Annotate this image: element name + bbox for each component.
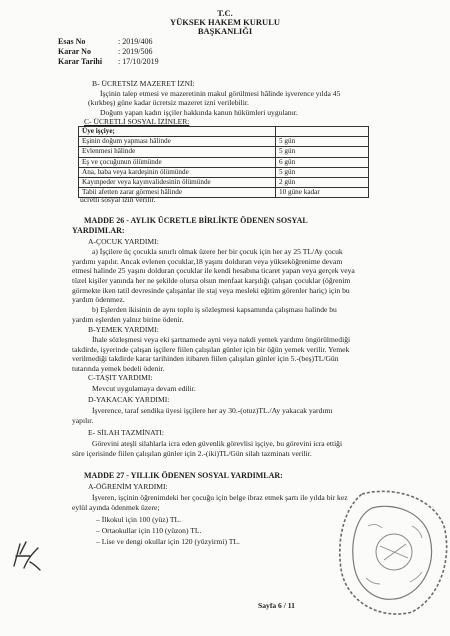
- leave-days: 5 gün: [276, 137, 369, 147]
- meal-aid-line: takdirde, işyerinde çalışan işçilere fiilen çalışılan günler için bir öğün yemek verilir. Yemek: [72, 345, 350, 354]
- fuel-aid-line: yapılır.: [72, 416, 94, 425]
- fuel-aid-title: D-YAKACAK YARDIMI:: [88, 395, 170, 404]
- education-aid-title: A-ÖĞRENİM YARDIMI:: [88, 482, 168, 491]
- header-tc: T.C.: [217, 8, 233, 18]
- leave-days: 2 gün: [276, 178, 369, 188]
- meal-aid-line: İhale sözleşmesi veya eki şartnamede ayni veya nakdi yemek yardımı öngörülmediği: [92, 335, 351, 344]
- meta-row-esas: [58, 37, 159, 47]
- leave-event: Kayınpeder veya kayınvalidesinin ölümünde: [79, 178, 276, 188]
- meta-label: Karar No: [58, 47, 91, 56]
- leave-event: Evlenmesi hâlinde: [79, 147, 276, 157]
- meta-value: : 2019/406: [118, 37, 153, 46]
- child-aid-line: yardımı yapılır. Ancak evlenen çocuklar,18 yaşını dolduran veya yükseköğrenime devam: [72, 257, 343, 266]
- weapon-allowance-title: E- SİLAH TAZMİNATI:: [88, 428, 165, 437]
- child-aid-line: yardım ödenmez.: [72, 295, 125, 304]
- child-aid-line: a) İşçilere üç çocukla sınırlı olmak üzere her bir çocuk için her ay 25 TL/Ay çocuk: [92, 247, 343, 256]
- education-item-text: İlkokul için 100 (yüz) TL.: [101, 515, 182, 524]
- leave-event: Tabii afetten zarar görmesi hâlinde: [79, 188, 276, 198]
- child-aid-title: A-ÇOCUK YARDIMI:: [88, 237, 159, 246]
- weapon-allowance-line: süre içerisinde fiilen çalışılan günler için 2.-(iki)TL/Gün silah tazminatı verilir.: [72, 449, 312, 458]
- meta-value: : 17/10/2019: [118, 57, 159, 66]
- child-aid-line: tüzel kişiler yanında her ne şekilde olursa olsun menfaat karşılığı çalışan çocuklar (öğrenim: [72, 276, 351, 285]
- education-item-text: Ortaokullar için 110 (yüzon) TL.: [101, 526, 202, 535]
- meta-row-tarih: [58, 57, 159, 67]
- table-row: [79, 157, 369, 167]
- education-item: – İlkokul için 100 (yüz) TL.: [96, 515, 182, 524]
- table-row: [79, 137, 369, 147]
- meta-value: : 2019/506: [118, 47, 153, 56]
- meal-aid-title: B-YEMEK YARDIMI:: [88, 325, 159, 334]
- meta-row-karar: [58, 47, 159, 57]
- child-aid-b-line: yardım eşlerden yalnız birine ödenir.: [72, 315, 184, 324]
- madde-26-title: MADDE 26 - AYLIK ÜCRETLE BİRLİKTE ÖDENEN SOSYAL: [84, 216, 308, 225]
- case-metadata: [58, 37, 159, 67]
- table-header-empty: [276, 127, 369, 137]
- leave-days: 10 güne kadar: [276, 188, 369, 198]
- meal-aid-line: verilmediği takdirde karar tarihinden itibaren fiilen çalışılan günler için 5.-(beş)TL/Gün: [72, 354, 339, 363]
- leave-event: Eşinin doğum yapması hâlinde: [79, 137, 276, 147]
- child-aid-line: etmesi halinde 25 yaşını dolduran çocuklar ile kendi hesabına ticaret yapan veya gerçek veya: [72, 266, 355, 275]
- leave-days: 6 gün: [276, 157, 369, 167]
- table-row: [79, 167, 369, 177]
- table-row: [79, 178, 369, 188]
- leave-days: 5 gün: [276, 167, 369, 177]
- transport-aid-title: C-TAŞIT YARDIMI:: [88, 373, 153, 382]
- meta-label: Esas No: [58, 37, 86, 46]
- paid-leave-table: [78, 126, 369, 198]
- section-c-title: C- ÜCRETLİ SOSYAL İZİNLER:: [84, 117, 190, 126]
- leave-days: 5 gün: [276, 147, 369, 157]
- header-department: BAŞKANLIĞI: [197, 26, 253, 36]
- table-row: [79, 147, 369, 157]
- table-header-cell: Üye işçiye;: [79, 127, 276, 137]
- section-b-birth-note: Doğum yapan kadın işçiler hakkında kanun hükümleri uygulanır.: [100, 108, 298, 117]
- handwritten-initials: [10, 538, 44, 572]
- education-aid-line: eylül ayında ödenmek üzere;: [72, 503, 160, 512]
- page-number: Sayfa 6 / 11: [258, 601, 295, 610]
- meal-aid-line: tutarında yemek bedeli ödenir.: [72, 364, 165, 373]
- weapon-allowance-line: Görevini ateşli silahlarla icra eden güvenlik görevlisi işçiye, bu görevini icra ettiği: [92, 439, 343, 448]
- section-c-after: ücretli sosyal izin verilir.: [80, 195, 156, 204]
- section-b-paragraph-line1: İşçinin talep etmesi ve mazeretinin makul görülmesi hâlinde işverence yılda 45: [100, 89, 341, 98]
- meta-label: Karar Tarihi: [58, 57, 103, 66]
- madde-26-title-cont: YARDIMLAR:: [72, 226, 125, 235]
- child-aid-b-line: b) Eşlerden ikisinin de aynı toplu iş sözleşmesi kapsamında çalışması halinde bu: [92, 305, 337, 314]
- child-aid-line: görmekte iken tatil devresinde çalışanlar ile staj veya mesleki eğitim görenler hariç) için bu: [72, 286, 350, 295]
- leave-event: Eş ve çocuğunun ölümünde: [79, 157, 276, 167]
- madde-27-title: MADDE 27 - YILLIK ÖDENEN SOSYAL YARDIMLAR:: [84, 471, 283, 480]
- section-b-paragraph-line2: (kırkbeş) güne kadar ücretsiz mazeret izni verilebilir.: [88, 98, 249, 107]
- fuel-aid-line: İşverence, taraf sendika üyesi işçilere her ay 30.-(otuz)TL./Ay yakacak yardımı: [92, 406, 333, 415]
- education-item: – Ortaokullar için 110 (yüzon) TL.: [96, 526, 202, 535]
- header-institution: YÜKSEK HAKEM KURULU: [169, 17, 281, 27]
- table-header-row: [79, 127, 369, 137]
- section-b-title: B- ÜCRETSİZ MAZERET İZNİ:: [92, 79, 195, 88]
- education-item-text: Lise ve dengi okullar için 120 (yüzyirmi) TL.: [101, 537, 240, 546]
- education-item: – Lise ve dengi okullar için 120 (yüzyirmi) TL.: [96, 537, 240, 546]
- leave-event: Ana, baba veya kardeşinin ölümünde: [79, 167, 276, 177]
- official-seal-stamp: [332, 486, 450, 618]
- transport-aid-line: Mevcut uygulamaya devam edilir.: [92, 384, 196, 393]
- education-aid-line: İşveren, işçinin öğrenimdeki her çocuğu için belge ibraz etmek şartı ile yılda bir kez: [92, 493, 348, 502]
